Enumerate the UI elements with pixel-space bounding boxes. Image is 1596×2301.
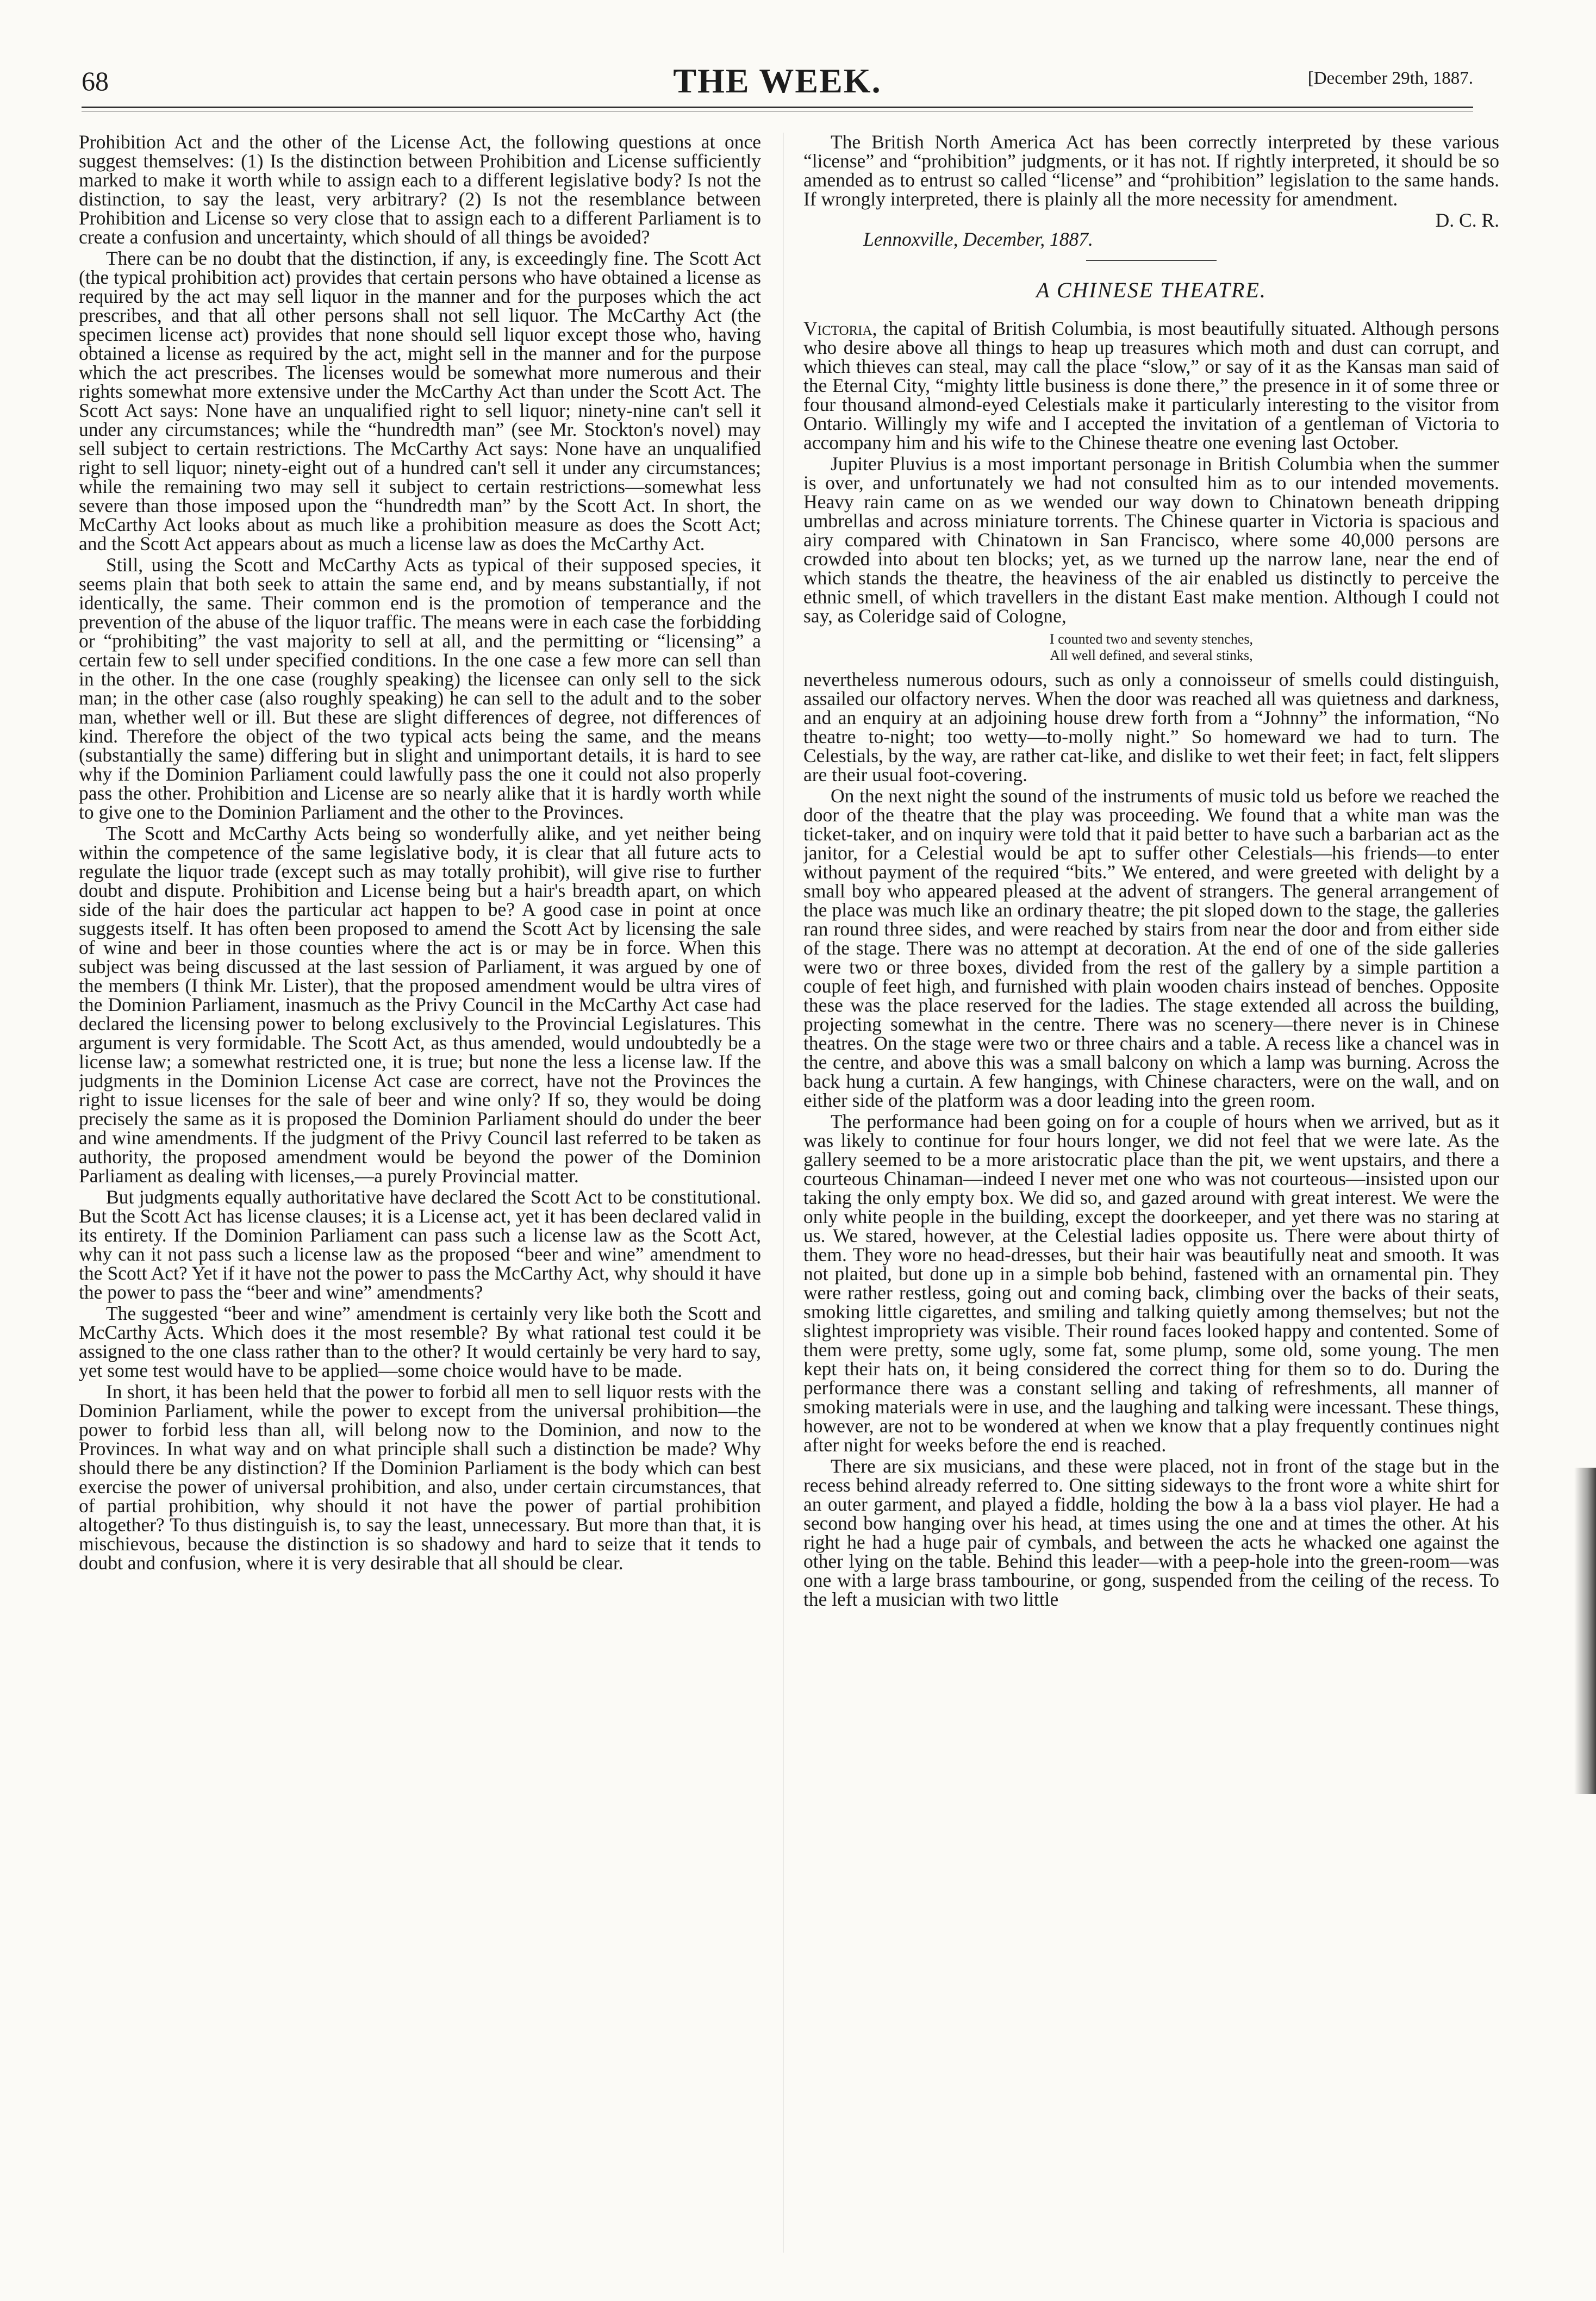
left-paragraph-6: The suggested “beer and wine” amendment is certainly very like both the Scott and McCarthy Acts. Which does it the most resemble? By what rational test could it be assigned to the one class rather than to the other? It would certainly be very hard to say, yet some test would have to be applied—some choice would have to be made. [79, 1302, 761, 1381]
article-paragraph-1 [803, 319, 1499, 452]
article-paragraph-5: The performance had been going on for a couple of hours when we arrived, but as it was likely to continue for four hours longer, we did not feel that we were late. As the gallery seemed to be a more aristocratic place than the pit, we went upstairs, and there a courteous Chinaman—indeed I never met one who was not courteous—insisted upon our taking the only empty box. We did so, and gazed around with great interest. We were the only white people in the building, except the doorkeeper, and yet there was no staring at us. We stared, however, at the Celestial ladies opposite us. There were about thirty of them. They wore no head-dresses, but their hair was beautifully neat and smooth. It was not plaited, but done up in a simple bob behind, fastened with an ornamental pin. They were rather restless, going out and coming back, climbing over the backs of their seats, smoking little cigarettes, and smiling and talking quietly among themselves; but not the slightest impropriety was visible. Their round faces looked happy and contented. Some of them were pretty, some ugly, some fat, some plump, some old, some young. The men kept their hats on, it being considered the correct thing for them so to do. During the performance there was a constant selling and taking of refreshments, all manner of smoking materials were in use, and the laughing and talking were incessant. These things, however, are not to be wondered at when we know that a play frequently continues night after night for weeks before the end is reached. [803, 1111, 1499, 1456]
quoted-verse [803, 631, 1499, 664]
verse-line-2: All well defined, and several stinks, [1050, 647, 1253, 663]
article-opening-text: the capital of British Columbia, is most beautifully situated. Although persons who desire above all things to heap up treasures which moth and dust can corrupt, and which thieves can steal, may call the place “slow,” or say of it as the Kansas man said of the Eternal City, “mighty little business is done there,” the presence in it of some three or four thousand almond-eyed Celestials make it particularly interesting to the visitor from Ontario. Willingly my wife and I accepted the invitation of a gentleman of Victoria to accompany him and his wife to the Chinese theatre one evening last October. [803, 317, 1499, 453]
page-header [82, 61, 1473, 103]
article-opening-word: Victoria, [803, 317, 877, 339]
issue-date: [December 29th, 1887. [1307, 68, 1473, 88]
scan-edge-shadow [1574, 1468, 1596, 1794]
left-paragraph-4: The Scott and McCarthy Acts being so wonderfully alike, and yet neither being within the competence of the same legislative body, it is clear that all future acts to regulate the liquor trade (except such as may totally prohibit), will give rise to further doubt and dispute. Prohibition and License being but a hair's breadth apart, on which side of the hair does the particular act happen to be? A good case in point at once suggests itself. It has often been proposed to amend the Scott Act by licensing the sale of wine and beer in those counties where the act is or may be in force. When this subject was being discussed at the last session of Parliament, it was argued by one of the members (I think Mr. Lister), that the proposed amendment would be ultra vires of the Dominion Parliament, inasmuch as the Privy Council in the McCarthy Act case had declared the licensing power to belong exclusively to the Provincial Legislatures. This argument is very formidable. The Scott Act, as thus amended, would undoubtedly be a license law; a somewhat restricted one, it is true; but none the less a license law. If the judgments in the Dominion License Act case are correct, have not the Provinces the right to issue licenses for the sale of beer and wine only? If so, they would be doing precisely the same as it is proposed the Dominion Parliament should do under the beer and wine amendments. If the judgment of the Privy Council last referred to be taken as authority, the proposed amendment would be beyond the power of the Dominion Parliament as dealing with licenses,—a purely Provincial matter. [79, 822, 761, 1187]
left-paragraph-2: There can be no doubt that the distinction, if any, is exceedingly fine. The Scott Act (the typical prohibition act) provides that certain persons who have obtained a license as required by the act may sell liquor in the manner and for the purposes which the act prescribes, and that all other persons shall not sell liquor. The McCarthy Act (the specimen license act) provides that none should sell liquor except those who, having obtained a license as required by the act, might sell in the manner and for the purpose which the act prescribes. The licenses would be somewhat more numerous and their rights somewhat more extensive under the McCarthy Act than under the Scott Act. The Scott Act says: None have an unqualified right to sell liquor; ninety-nine can't sell it under any circumstances; while the “hundredth man” (see Mr. Stockton's novel) may sell subject to certain restrictions. The McCarthy Act says: None have an unqualified right to sell liquor; ninety-eight out of a hundred can't sell it under any circumstances; while the remaining two may sell it subject to certain restrictions—somewhat less severe than those imposed upon the “hundredth man” by the Scott Act. In short, the McCarthy Act looks about as much like a prohibition measure as does the Scott Act; and the Scott Act appears about as much a license law as does the McCarthy Act. [79, 247, 761, 554]
article-paragraph-3: nevertheless numerous odours, such as only a connoisseur of smells could distinguish, assailed our olfactory nerves. When the door was reached all was quietness and darkness, and an enquiry at an adjoining house drew forth from a “Johnny” the information, “No theatre to-night; too wetty—to-molly night.” So homeward we had to turn. The Celestials, by the way, are rather cat-like, and dislike to wet their feet; in fact, felt slippers are their usual foot-covering. [803, 669, 1499, 785]
section-separator [1086, 260, 1217, 261]
left-paragraph-7: In short, it has been held that the power to forbid all men to sell liquor rests with the Dominion Parliament, while the power to except from the universal prohibition—the power to forbid less than all, will belong now to the Dominion, and now to the Provinces. In what way and on what principle shall such a distinction be made? Why should there be any distinction? If the Dominion Parliament is the body which can best exercise the power of universal prohibition, and also, under certain circumstances, that of partial prohibition, why should it not have the power of partial prohibition altogether? To thus distinguish is, to say the least, unnecessary. But more than that, it is mischievous, because the distinction is so shadowy and hard to seize that it tends to doubt and confusion, where it is very desirable that all should be clear. [79, 1381, 761, 1574]
letter-signature-line [803, 211, 1499, 230]
article-paragraph-2: Jupiter Pluvius is a most important personage in British Columbia when the summer is over, and unfortunately we had not consulted him as to our intended movements. Heavy rain came on as we wended our way down to Chinatown beneath dripping umbrellas and across miniature torrents. The Chinese quarter in Victoria is spacious and airy compared with Chinatown in San Francisco, where some 40,000 persons are crowded into about ten blocks; yet, as we turned up the narrow lane, near the end of which stands the theatre, the heaviness of the air enabled us distinctly to perceive the ethnic smell, of which travellers in the distant East make mention. Although I could not say, as Coleridge said of Cologne, [803, 453, 1499, 627]
letter-dateline: Lennoxville, December, 1887. [863, 228, 1093, 250]
letter-conclusion: The British North America Act has been correctly interpreted by these various “license” and “prohibition” judgments, or it has not. If rightly interpreted, it should be so amended as to entrust so called “license” and “prohibition” legislation to the same hands. If wrongly interpreted, there is plainly all the more necessity for amendment. [803, 133, 1499, 210]
masthead: THE WEEK. [673, 61, 882, 100]
left-paragraph-5: But judgments equally authoritative have declared the Scott Act to be constitutional. But the Scott Act has license clauses; it is a License act, yet it has been declared valid in its entirety. If the Dominion Parliament can pass such a license law as the Scott Act, why can it not pass such a license law as the proposed “beer and wine” amendment to the Scott Act? Yet if it have not the power to pass the McCarthy Act, why should it have the power to pass the “beer and wine” amendments? [79, 1186, 761, 1303]
article-paragraph-4: On the next night the sound of the instruments of music told us before we reached the door of the theatre that the play was proceeding. We found that a white man was the ticket-taker, and on inquiry were told that it paid better to have such a barbarian act as the janitor, for a Celestial would be apt to suffer other Celestials—his friends—to enter without payment of the required “bits.” We entered, and were greeted with delight by a small boy who appeared pleased at the advent of strangers. The general arrangement of the place was much like an ordinary theatre; the pit sloped down to the stage, the galleries ran round three sides, and were reached by stairs from near the door and from either side of the stage. There was no attempt at decoration. At the end of one of the side galleries were two or three boxes, divided from the rest of the gallery by a simple partition a couple of feet high, and furnished with plain wooden chairs instead of benches. Opposite these was the place reserved for the ladies. The stage extended all across the building, projecting somewhat in the centre. There was no scenery—there never is in Chinese theatres. On the stage were two or three chairs and a table. A recess like a chancel was in the centre, and above this was a small balcony on which a lamp was burning. Across the back hung a curtain. A few hangings, with Chinese characters, were on the wall, and on either side of the platform was a door leading into the green room. [803, 785, 1499, 1111]
header-rule [82, 107, 1473, 108]
left-column [79, 133, 761, 2263]
left-paragraph-1: Prohibition Act and the other of the License Act, the following questions at once suggest themselves: (1) Is the distinction between Prohibition and License sufficiently marked to make it worth while to assign each to a different legislative body? Is not the distinction, to say the least, very arbitrary? (2) Is not the resemblance between Prohibition and License so very close that to assign each to a different Parliament is to create a confusion and uncertainty, which should of all things be avoided? [79, 133, 761, 248]
verse-line-1: I counted two and seventy stenches, [1049, 631, 1253, 647]
article-paragraph-6: There are six musicians, and these were placed, not in front of the stage but in the recess behind already referred to. One sitting sideways to the front wore a white shirt for an outer garment, and played a fiddle, holding the bow à la a bass viol player. He had a second bow hanging over his head, at times using the one and at times the other. At his right he had a huge pair of cymbals, and between the acts he whacked one against the other lying on the table. Behind this leader—with a peep-hole into the green-room—was one with a large brass tambourine, or gong, suspended from the ceiling of the recess. To the left a musician with two little [803, 1455, 1499, 1610]
right-column [803, 133, 1499, 2263]
letter-signature: D. C. R. [1435, 209, 1499, 231]
article-title: A CHINESE THEATRE. [1036, 278, 1267, 302]
left-paragraph-3: Still, using the Scott and McCarthy Acts as typical of their supposed species, it seems plain that both seek to attain the same end, and by means substantially, if not identically, the same. Their common end is the promotion of temperance and the prevention of the abuse of the liquor traffic. The means were in each case the forbidding or “prohibiting” the vast majority to sell at all, and the permitting or “licensing” a certain few to sell under specified conditions. In the one case a few more can sell than in the other. In the one case (roughly speaking) the licensee can only sell to the sick man; in the other case (also roughly speaking) he can sell to the adult and to the sober man, whether well or ill. But these are slight differences of degree, not differences of kind. Therefore the object of the two typical acts being the same, and the means (substantially the same) differing but in slight and unimportant details, it is hard to see why if the Dominion Parliament could lawfully pass the one it could not also properly pass the other. Prohibition and License are so nearly alike that it is hardly worth while to give one to the Dominion Parliament and the other to the Provinces. [79, 554, 761, 823]
page-number: 68 [82, 66, 109, 96]
